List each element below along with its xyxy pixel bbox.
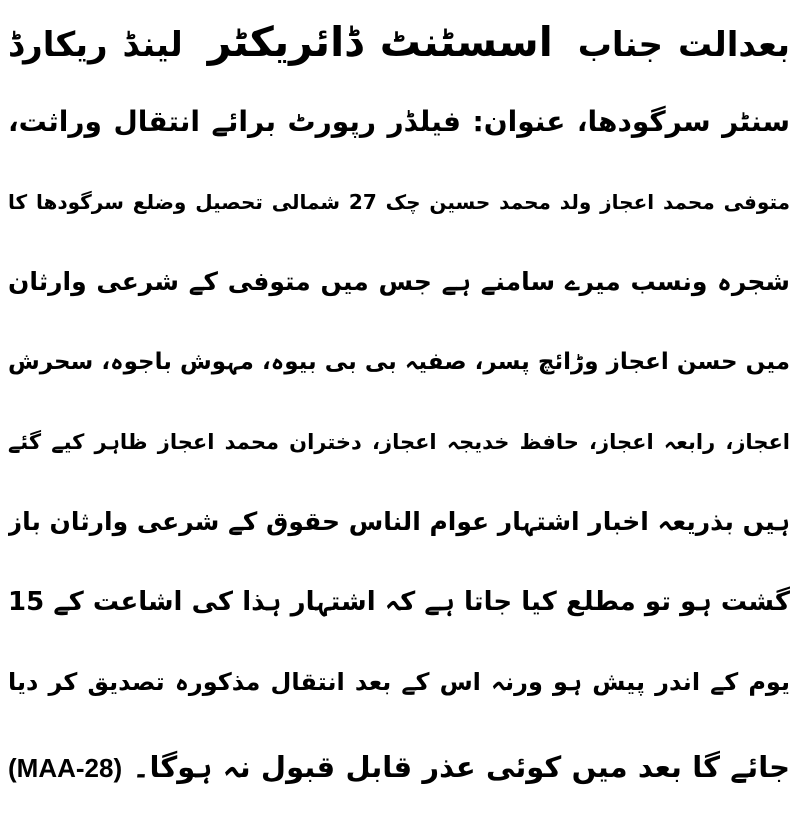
notice-line-10 — [8, 735, 790, 799]
reference-code: (MAA-28) — [8, 753, 123, 783]
notice-line-3: متوفی محمد اعجاز ولد محمد حسین چک 27 شمالی تحصیل وضلع سرگودھا کا — [8, 190, 790, 214]
closing-text: جائے گا بعد میں کوئی عذر قابل قبول نہ ہوگا۔ — [132, 750, 790, 784]
notice-line-1 — [8, 10, 790, 74]
notice-line-6: اعجاز، رابعہ اعجاز، حافظ خدیجہ اعجاز، دختران محمد اعجاز ظاہر کیے گئے — [8, 430, 790, 454]
notice-title: اسسٹنٹ ڈائریکٹر — [207, 18, 553, 66]
notice-line-2: سنٹر سرگودھا، عنوان: فیلڈر رپورٹ برائے انتقال وراثت، — [8, 105, 790, 138]
notice-line-5: میں حسن اعجاز وڑائچ پسر، صفیہ بی بی بیوہ، مہوش باجوہ، سحرش — [8, 349, 790, 375]
notice-line-8: گشت ہو تو مطلع کیا جاتا ہے کہ اشتہار ہذا کی اشاعت کے 15 — [8, 587, 790, 617]
notice-line-4: شجرہ ونسب میرے سامنے ہے جس میں متوفی کے شرعی وارثان — [8, 267, 790, 296]
notice-line-9: یوم کے اندر پیش ہو ورنہ اس کے بعد انتقال مذکورہ تصدیق کر دیا — [8, 668, 790, 696]
court-prefix: بعدالت جناب — [577, 25, 790, 65]
notice-line-7: ہیں بذریعہ اخبار اشتہار عوام الناس حقوق کے شرعی وارثان باز — [8, 507, 790, 536]
court-suffix: لینڈ ریکارڈ — [8, 25, 183, 65]
